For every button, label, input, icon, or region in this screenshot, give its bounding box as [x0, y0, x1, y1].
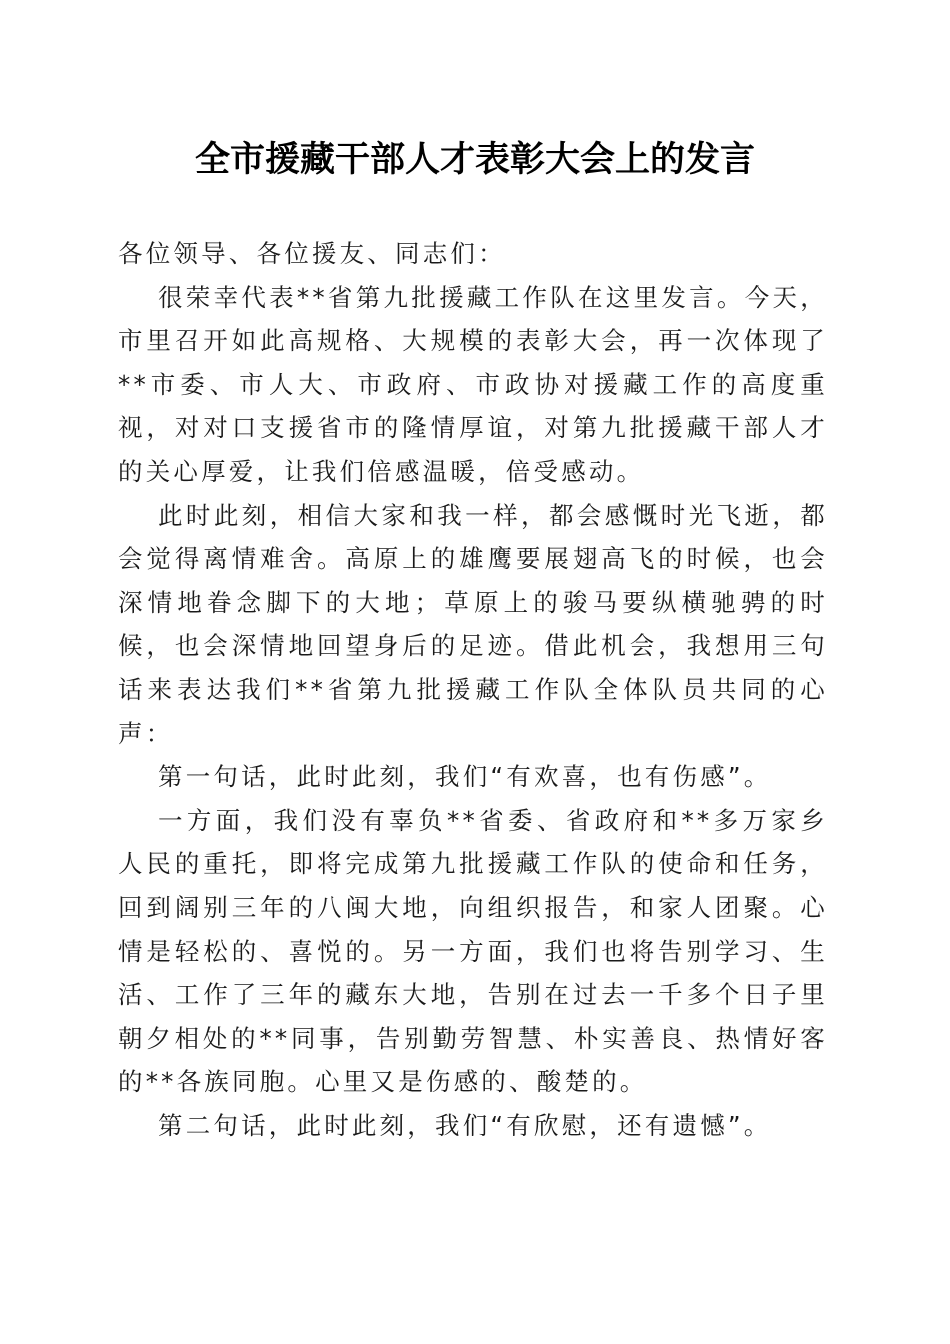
paragraph-first-sentence-body: 一方面，我们没有辜负**省委、省政府和**多万家乡人民的重托，即将完成第九批援藏工作队的使命和任务，回到阔别三年的八闽大地，向组织报告，和家人团聚。心情是轻松的、喜悦的。另一方面，我们也将告别学习、生活、工作了三年的藏东大地，告别在过去一千多个日子里朝夕相处的**同事，告别勤劳智慧、朴实善良、热情好客的**各族同胞。心里又是伤感的、酸楚的。: [118, 805, 828, 1097]
document-body: [118, 232, 828, 1147]
salutation: 各位领导、各位援友、同志们：: [118, 239, 506, 268]
paragraph-sentiment: 此时此刻，相信大家和我一样，都会感慨时光飞逝，都会觉得离情难舍。高原上的雄鹰要展翅高飞的时候，也会深情地眷念脚下的大地；草原上的骏马要纵横驰骋的时候，也会深情地回望身后的足迹。借此机会，我想用三句话来表达我们**省第九批援藏工作队全体队员共同的心声：: [118, 500, 828, 748]
paragraph-intro: 很荣幸代表**省第九批援藏工作队在这里发言。今天，市里召开如此高规格、大规模的表彰大会，再一次体现了**市委、市人大、市政府、市政协对援藏工作的高度重视，对对口支援省市的隆情厚谊，对第九批援藏干部人才的关心厚爱，让我们倍感温暖，倍受感动。: [118, 282, 828, 486]
paragraph-second-sentence-heading: 第二句话，此时此刻，我们“有欣慰，还有遗憾”。: [158, 1110, 772, 1140]
page-title: 全市援藏干部人才表彰大会上的发言: [194, 139, 755, 180]
paragraph-first-sentence-heading: 第一句话，此时此刻，我们“有欢喜，也有伤感”。: [158, 762, 772, 792]
